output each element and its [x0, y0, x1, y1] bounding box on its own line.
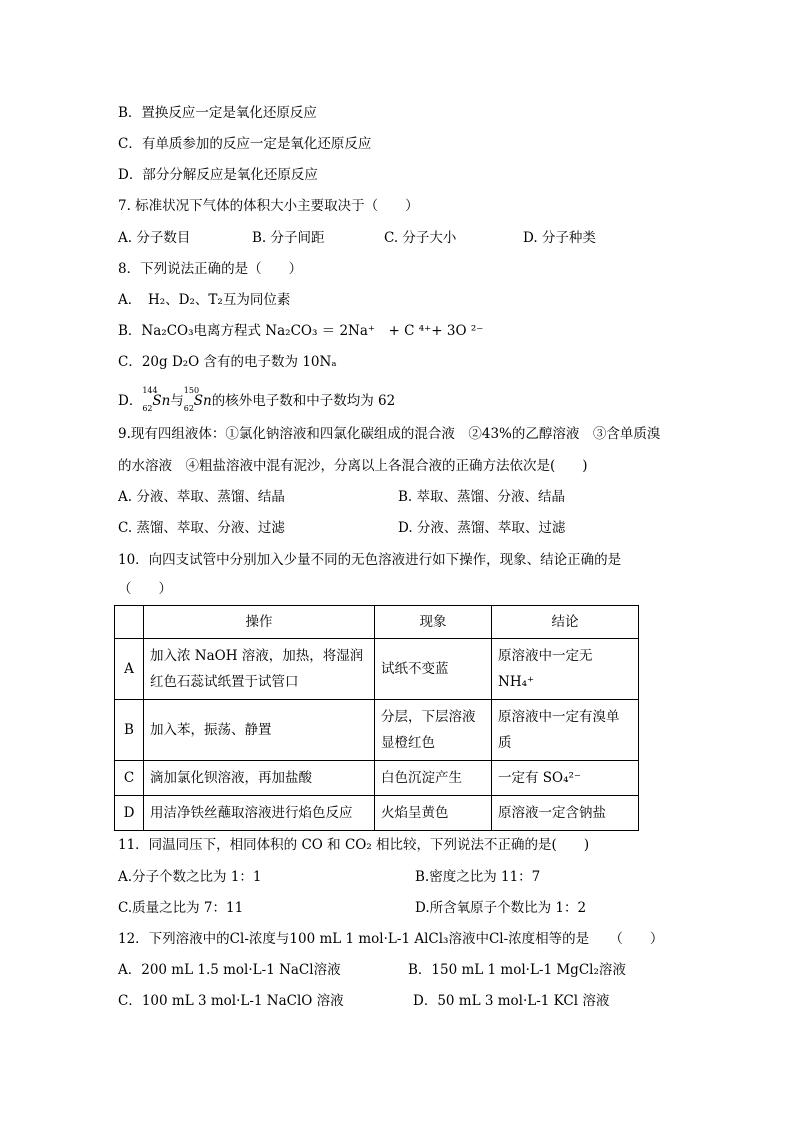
conclusion-cell: 原溶液中一定无 NH₄⁺	[492, 639, 639, 700]
q10-table	[114, 605, 639, 831]
q9-option-b: B. 萃取、蒸馏、分液、结晶	[398, 489, 566, 505]
q11-option-d: D.所含氧原子个数比为 1：2	[415, 900, 587, 916]
mass-number: 144	[142, 386, 158, 395]
q11-stem: 11．同温同压下，相同体积的 CO 和 CO₂ 相比较，下列说法不正确的是( )	[118, 837, 590, 853]
q12-option-a: A．200 mL 1.5 mol·L-1 NaCl溶液	[118, 962, 341, 978]
nuclide-sn-150	[183, 386, 212, 413]
mass-number: 150	[183, 386, 200, 395]
q9-stem-line2: 的水溶液 ④粗盐溶液中混有泥沙，分离以上各混合液的正确方法依次是( )	[118, 458, 588, 474]
phenomenon-cell: 火焰呈黄色	[375, 796, 492, 831]
conclusion-cell: 一定有 SO₄²⁻	[492, 761, 639, 796]
atomic-number: 62	[142, 404, 153, 413]
table-row	[115, 761, 639, 796]
header-cell-operation: 操作	[144, 606, 375, 639]
q8-stem: 8．下列说法正确的是（ ）	[118, 261, 303, 277]
nuclide-sn-144	[142, 386, 171, 413]
q7-option-d: D. 分子种类	[523, 230, 596, 246]
operation-cell: 加入浓 NaOH 溶液，加热，将湿润红色石蕊试纸置于试管口	[144, 639, 375, 700]
table-row	[115, 639, 639, 700]
q8-option-b: B．Na₂CO₃电离方程式 Na₂CO₃ ＝ 2Na⁺ + C ⁴⁺+ 3O ²⁻	[118, 323, 484, 339]
q8-option-d-mid: 与	[170, 393, 184, 409]
operation-cell: 滴加氯化钡溶液，再加盐酸	[144, 761, 375, 796]
q9-option-d: D. 分液、蒸馏、萃取、过滤	[398, 520, 566, 536]
element-symbol: Sn	[152, 393, 171, 409]
q6-option-d: D．部分分解反应是氧化还原反应	[118, 167, 318, 183]
phenomenon-cell: 试纸不变蓝	[375, 639, 492, 700]
q9-option-c: C. 蒸馏、萃取、分液、过滤	[118, 520, 285, 536]
q7-stem: 7. 标准状况下气体的体积大小主要取决于（ ）	[118, 198, 419, 214]
header-cell-conclusion: 结论	[492, 606, 639, 639]
q9-option-a: A. 分液、萃取、蒸馏、结晶	[118, 489, 285, 505]
row-label: A	[115, 639, 144, 700]
element-symbol: Sn	[193, 393, 212, 409]
row-label: D	[115, 796, 144, 831]
q11-option-a: A.分子个数之比为 1：1	[118, 869, 262, 885]
q11-option-c: C.质量之比为 7：11	[118, 900, 244, 916]
atomic-number: 62	[183, 404, 194, 413]
q12-option-d: D．50 mL 3 mol·L-1 KCl 溶液	[413, 993, 610, 1009]
q7-option-a: A. 分子数目	[118, 230, 191, 246]
conclusion-cell: 原溶液中一定有溴单质	[492, 700, 639, 761]
q9-stem-line1: 9.现有四组液体：①氯化钠溶液和四氯化碳组成的混合液 ②43%的乙醇溶液 ③含单质溴	[118, 426, 661, 442]
phenomenon-cell: 白色沉淀产生	[375, 761, 492, 796]
row-label: C	[115, 761, 144, 796]
q8-option-d	[118, 386, 396, 413]
q10-stem-line1: 10．向四支试管中分别加入少量不同的无色溶液进行如下操作，现象、结论正确的是	[118, 552, 622, 568]
q8-option-d-prefix: D．	[118, 393, 143, 409]
q8-option-d-suffix: 的核外电子数和中子数均为 62	[211, 393, 396, 409]
table-row	[115, 796, 639, 831]
q7-option-b: B. 分子间距	[252, 230, 325, 246]
phenomenon-cell: 分层，下层溶液显橙红色	[375, 700, 492, 761]
table-header-row	[115, 606, 639, 639]
operation-cell: 加入苯，振荡、静置	[144, 700, 375, 761]
header-cell-phenomenon: 现象	[375, 606, 492, 639]
q12-option-b: B．150 mL 1 mol·L-1 MgCl₂溶液	[408, 962, 626, 978]
q7-option-c: C. 分子大小	[384, 230, 457, 246]
operation-cell: 用洁净铁丝蘸取溶液进行焰色反应	[144, 796, 375, 831]
q8-option-a: A． H₂、D₂、T₂互为同位素	[118, 292, 291, 308]
row-label: B	[115, 700, 144, 761]
q6-option-c: C．有单质参加的反应一定是氧化还原反应	[118, 136, 372, 152]
q6-option-b: B．置换反应一定是氧化还原反应	[118, 105, 317, 121]
q11-option-b: B.密度之比为 11：7	[415, 869, 541, 885]
q10-stem-line2: （ ）	[118, 581, 172, 597]
header-cell-blank	[115, 606, 144, 639]
conclusion-cell: 原溶液一定含钠盐	[492, 796, 639, 831]
q12-stem: 12．下列溶液中的Cl-浓度与100 mL 1 mol·L-1 AlCl₃溶液中Cl-浓度相等的是 （ ）	[118, 931, 664, 947]
q12-option-c: C．100 mL 3 mol·L-1 NaClO 溶液	[118, 993, 344, 1009]
table-row	[115, 700, 639, 761]
q8-option-c: C．20g D₂O 含有的电子数为 10Nₐ	[118, 354, 337, 370]
